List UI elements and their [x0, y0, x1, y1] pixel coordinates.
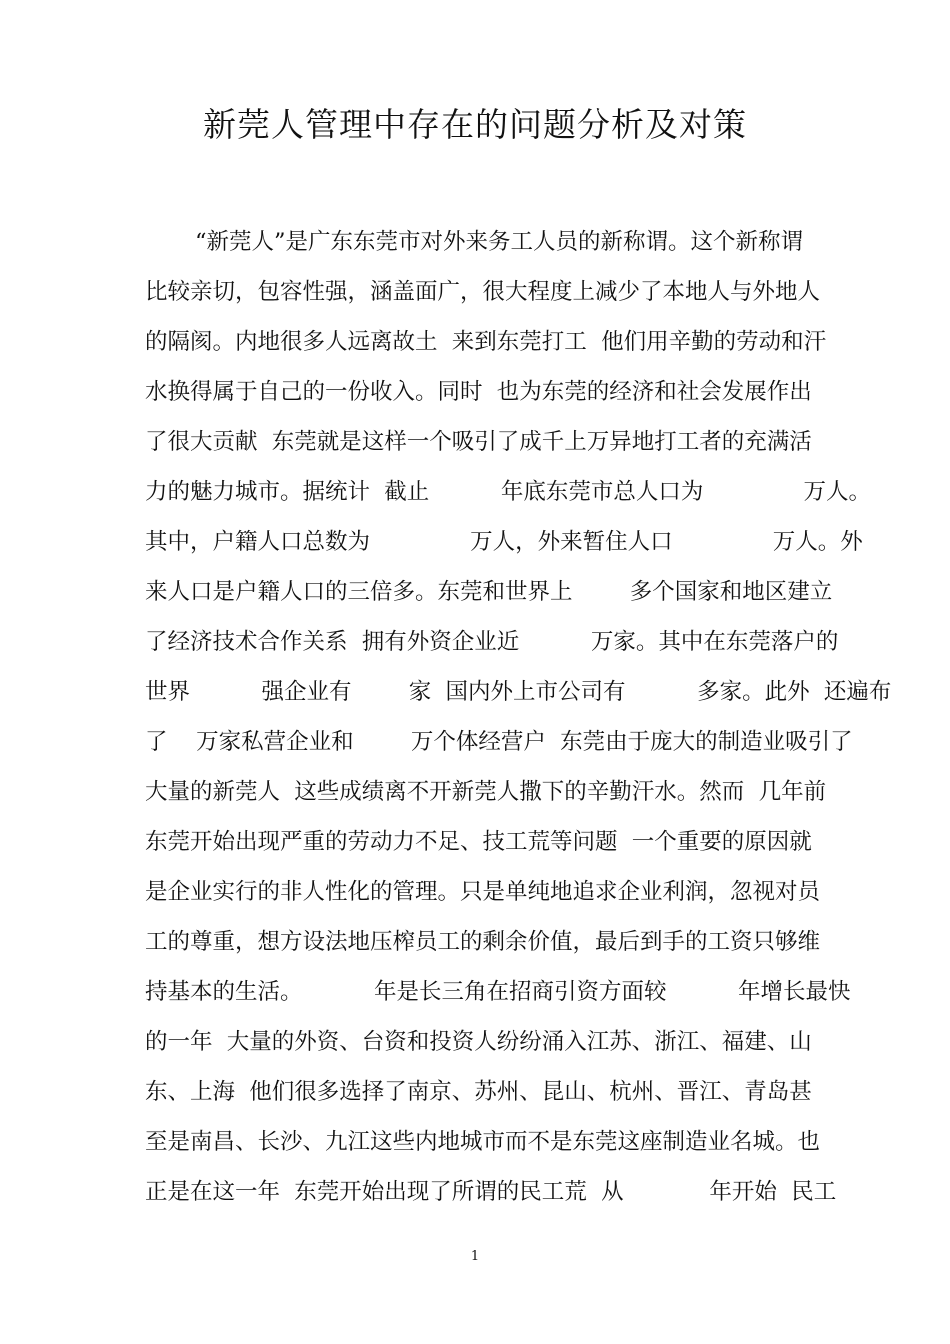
paragraph-line: “新莞人”是广东东莞市对外来务工人员的新称谓。这个新称谓 [195, 229, 804, 255]
paragraph-line: 了 万家私营企业和 万个体经营户 东莞由于庞大的制造业吸引了 [145, 729, 853, 755]
paragraph-line: 其中，户籍人口总数为 万人，外来暂住人口 万人。外 [145, 529, 863, 555]
paragraph-line: 正是在这一年 东莞开始出现了所谓的民工荒 从 年开始 民工 [145, 1179, 837, 1205]
paragraph-line: 的隔阂。内地很多人远离故土 来到东莞打工 他们用辛勤的劳动和汗 [145, 329, 827, 355]
paragraph-line: 是企业实行的非人性化的管理。只是单纯地追求企业利润，忽视对员 [145, 879, 821, 905]
paragraph-line: 力的魅力城市。据统计 截止 年底东莞市总人口为 万人。 [145, 479, 871, 505]
paragraph-line: 至是南昌、长沙、九江这些内地城市而不是东莞这座制造业名城。也 [145, 1129, 821, 1155]
document-title: 新莞人管理中存在的问题分析及对策 [203, 105, 747, 144]
body-paragraph [145, 217, 892, 1217]
paragraph-line: 东、上海 他们很多选择了南京、苏州、昆山、杭州、晋江、青岛甚 [145, 1079, 812, 1105]
paragraph-line: 的一年 大量的外资、台资和投资人纷纷涌入江苏、浙江、福建、山 [145, 1029, 812, 1055]
paragraph-line: 东莞开始出现严重的劳动力不足、技工荒等问题 一个重要的原因就 [145, 829, 812, 855]
paragraph-line: 水换得属于自己的一份收入。同时 也为东莞的经济和社会发展作出 [145, 379, 812, 405]
paragraph-line: 了很大贡献 东莞就是这样一个吸引了成千上万异地打工者的充满活 [145, 429, 812, 455]
paragraph-line: 比较亲切，包容性强，涵盖面广，很大程度上减少了本地人与外地人 [145, 279, 821, 305]
paragraph-line: 大量的新莞人 这些成绩离不开新莞人撒下的辛勤汗水。然而 几年前 [145, 779, 827, 805]
paragraph-line: 持基本的生活。 年是长三角在招商引资方面较 年增长最快 [145, 979, 851, 1005]
page-number: 1 [470, 1249, 480, 1264]
paragraph-line: 了经济技术合作关系 拥有外资企业近 万家。其中在东莞落户的 [145, 629, 839, 655]
paragraph-line: 世界 强企业有 家 国内外上市公司有 多家。此外 还遍布 [145, 679, 892, 705]
paragraph-line: 来人口是户籍人口的三倍多。东莞和世界上 多个国家和地区建立 [145, 579, 833, 605]
paragraph-line: 工的尊重，想方设法地压榨员工的剩余价值，最后到手的工资只够维 [145, 929, 821, 955]
